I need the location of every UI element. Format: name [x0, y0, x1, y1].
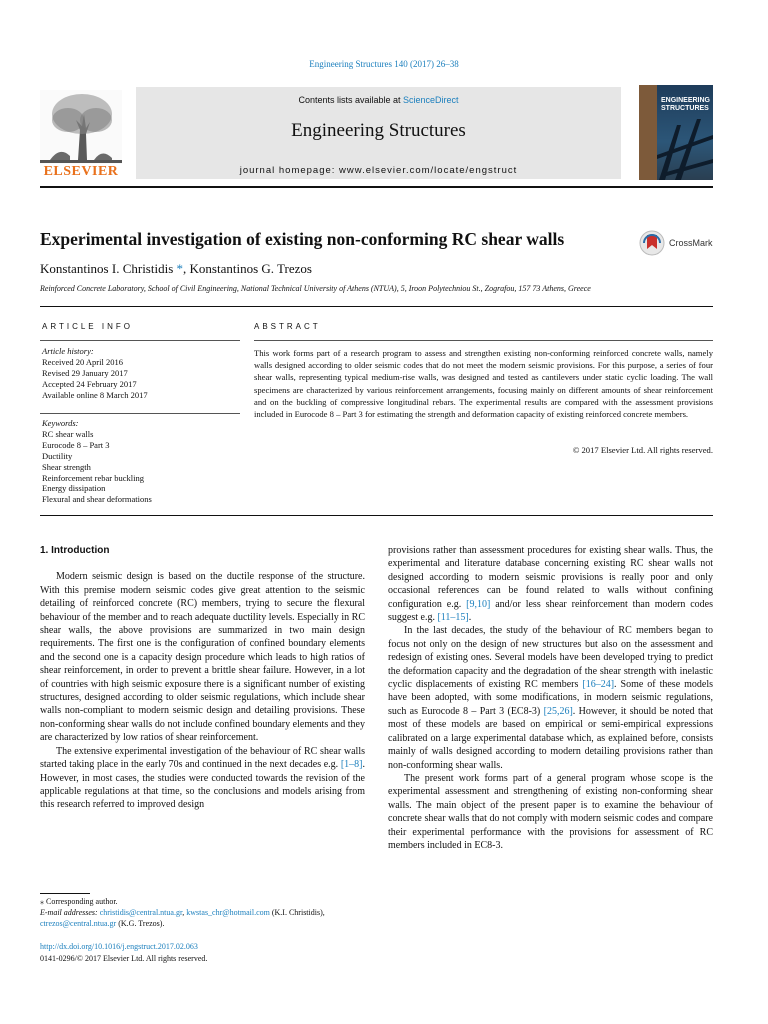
- paragraph: provisions rather than assessment procedures for existing shear walls. Thus, the experimental and literature database concerning existing RC shear walls not designed according to modern seismic provisions is really poor and only occasional references can be found related to walls without confining configuration e.g. [9,10] and/or less shear reinforcement than modern codes suggest e.g. [11–15].: [388, 545, 714, 624]
- footnote: [40, 896, 365, 930]
- author-christidis: Konstantinos I. Christidis: [40, 261, 174, 276]
- keyword-item: Eurocode 8 – Part 3: [42, 439, 110, 450]
- email-addresses: E-mail addresses: christidis@central.ntua.gr, kwstas_chr@hotmail.com (K.I. Christidis), ctrezos@central.ntua.gr (K.G. Trezos).: [40, 908, 325, 929]
- keywords-rule: [40, 413, 240, 414]
- email-link[interactable]: ctrezos@central.ntua.gr: [40, 919, 117, 929]
- doi-link[interactable]: http://dx.doi.org/10.1016/j.engstruct.2017.02.063: [40, 942, 198, 951]
- body-column-left: [40, 544, 365, 812]
- keyword-item: Flexural and shear deformations: [42, 494, 152, 505]
- publisher-wordmark: ELSEVIER: [43, 164, 119, 179]
- author-list: Konstantinos I. Christidis *, Konstantinos G. Trezos: [40, 261, 312, 276]
- info-rule: [40, 340, 240, 341]
- header-rule: [40, 186, 713, 188]
- contents-line: Contents lists available at ScienceDirect: [298, 95, 459, 105]
- corresponding-author-note: ⁎ Corresponding author.: [40, 897, 118, 906]
- abstract-rule: [254, 340, 713, 341]
- keywords-list: [42, 418, 152, 505]
- journal-header-box: [136, 87, 621, 179]
- article-title: Experimental investigation of existing non-conforming RC shear walls: [40, 229, 565, 249]
- paragraph: The present work forms part of a general program whose scope is the experimental assessment and strengthening of existing non-conforming shear walls. The main object of the present paper is to examine the behaviour of concrete shear walls that do not comply with modern seismic codes and compare their experimental performance with the provisions for assessment of RC members included in EC8-3.: [388, 772, 713, 851]
- crossmark-icon: [639, 230, 665, 256]
- cover-structure-graphic: [657, 115, 713, 180]
- info-top-rule: [40, 306, 713, 307]
- abstract-text: This work forms part of a research program to assess and strengthen existing non-conforming reinforced concrete walls, namely walls designed according to older seismic codes that do not meet the modern seismic provisions. For this purpose, a series of four shear walls, representing typical medium-rise walls, was designed and tested as cantilevers under static cyclic loading. The wall specimens are characterized by various reinforcement arrangements, focusing mainly on different amounts of shear reinforcement and on the buckling of compressive longitudinal rebars. The experimental results are compared with the assessment provisions included in Eurocode 8 – Part 3 for estimating the strength and deformation capacity of existing reinforced concrete members.: [254, 348, 713, 420]
- footnote-rule: [40, 893, 90, 894]
- keyword-item: Energy dissipation: [42, 483, 106, 494]
- journal-cover[interactable]: [639, 85, 713, 180]
- citation-link[interactable]: [1–8]: [340, 759, 363, 771]
- history-revised: Revised 29 January 2017: [42, 367, 128, 378]
- citation-link[interactable]: [25,26]: [543, 705, 573, 717]
- section-heading: 1. Introduction: [40, 545, 110, 556]
- history-label: Article history:: [42, 346, 94, 356]
- article-history: [42, 346, 148, 401]
- article-info-heading: ARTICLE INFO: [42, 322, 133, 331]
- abstract-copyright: © 2017 Elsevier Ltd. All rights reserved.: [572, 445, 713, 455]
- paragraph: The extensive experimental investigation of the behaviour of RC shear walls started taking place in the early 70s and continued in the next decades e.g. [1–8]. However, in most cases, the studies were conducted towards the revision of the applicable regulations at that time, so the conclusions and models arising from this research referred to improved design: [40, 745, 365, 811]
- history-accepted: Accepted 24 February 2017: [42, 378, 137, 389]
- affiliation: Reinforced Concrete Laboratory, School of Civil Engineering, National Technical University of Athens (NTUA), 5, Iroon Polytechniou St., Zografou, 157 73 Athens, Greece: [40, 284, 591, 293]
- history-received: Received 20 April 2016: [42, 356, 123, 367]
- body-column-right: [388, 544, 713, 852]
- history-online: Available online 8 March 2017: [42, 389, 148, 400]
- sciencedirect-link[interactable]: ScienceDirect: [403, 95, 459, 105]
- email-link[interactable]: kwstas_chr@hotmail.com: [186, 908, 270, 918]
- crossmark-badge[interactable]: [639, 228, 715, 258]
- journal-homepage[interactable]: journal homepage: www.elsevier.com/locate/engstruct: [239, 165, 518, 176]
- paragraph: In the last decades, the study of the behaviour of RC members began to focus not only on the design of new structures but also on the assessment and redesign of existing ones. Several models have been developed trying to predict the deformation capacity and the degradation of the shear strength with inelastic cyclic displacements of existing RC members [16–24]. Some of these models have been adopted, with some modifications, in modern seismic regulations, such as Eurocode 8 – Part 3 (EC8-3) [25,26]. However, it should be noted that most of these models are based on empirical or semi-empirical expressions calibrated on a large experimental database which, as explained before, consists mainly of walls designed according to modern detailing provisions rather than non-conforming shear walls.: [388, 625, 713, 771]
- keyword-item: RC shear walls: [42, 428, 94, 439]
- author-trezos: Konstantinos G. Trezos: [189, 261, 312, 276]
- citation-link[interactable]: [11–15]: [437, 612, 469, 624]
- citation-link[interactable]: [16–24]: [582, 679, 615, 691]
- info-bottom-rule: [40, 515, 713, 516]
- keyword-item: Reinforcement rebar buckling: [42, 472, 144, 483]
- keywords-label: Keywords:: [42, 418, 79, 428]
- issn-line: 0141-0296/© 2017 Elsevier Ltd. All rights reserved.: [40, 954, 208, 963]
- keyword-item: Ductility: [42, 450, 73, 461]
- citation-link[interactable]: [9,10]: [466, 598, 491, 610]
- cover-strip: [639, 85, 657, 180]
- corresponding-author-marker[interactable]: *: [176, 261, 184, 276]
- cover-title: ENGINEERING STRUCTURES: [661, 97, 711, 112]
- journal-reference[interactable]: Engineering Structures 140 (2017) 26–38: [309, 59, 459, 69]
- email-link[interactable]: christidis@central.ntua.gr: [99, 908, 183, 918]
- keyword-item: Shear strength: [42, 461, 91, 472]
- crossmark-label: CrossMark: [669, 238, 713, 248]
- journal-name: Engineering Structures: [291, 120, 466, 141]
- abstract-heading: ABSTRACT: [254, 322, 321, 331]
- paragraph: Modern seismic design is based on the ductile response of the structure. With this premise modern seismic codes give great attention to the seismic detailing of reinforced concrete (RC) members, trying to secure the flexural behaviour of the member and to reach adequate ductility levels. Especially in RC shear walls, the above provisions are summarized in two main design requirements. The first one is the configuration of confined boundary elements and the second one is a capacity design procedure which leads to high ratios of shear reinforcement, in order to prevent a brittle shear failure. However, in a lot of countries with high seismic exposure there is a significant number of existing structures, designed according to older seismic regulations, which include shear walls non-compliant to modern seismic design and detailing provisions. These non-conforming shear walls do not include confined boundary elements and they are characterized by low ratios of shear reinforcement.: [40, 571, 365, 744]
